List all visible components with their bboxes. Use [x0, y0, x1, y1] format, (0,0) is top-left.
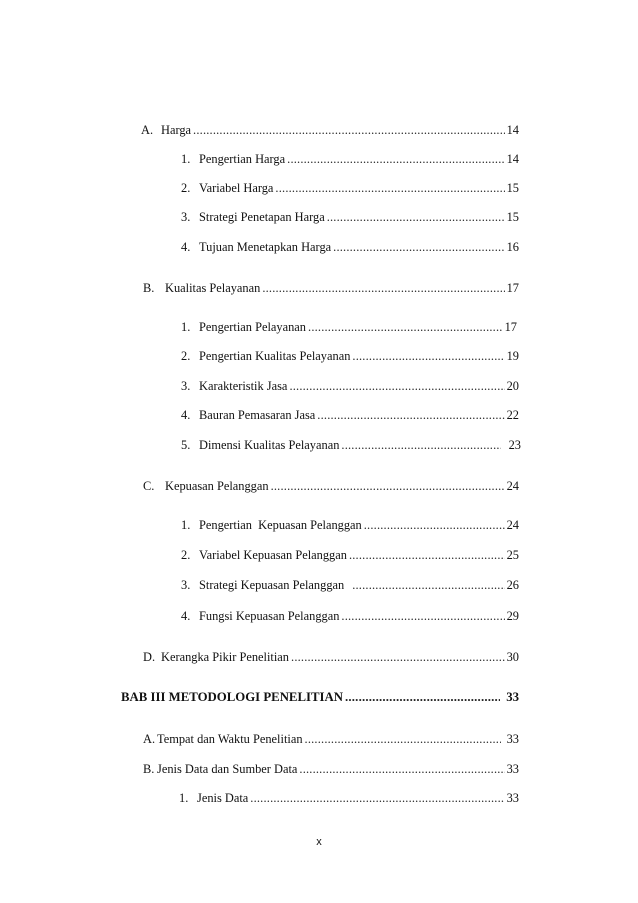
toc-entry-strategi-penetapan-harga[interactable]	[181, 208, 519, 226]
toc-leader-dots	[275, 179, 504, 197]
toc-entry-pengertian-kepuasan-pelanggan[interactable]	[181, 516, 519, 534]
toc-entry-variabel-kepuasan-pelanggan[interactable]	[181, 546, 519, 564]
toc-page-number: 33	[506, 732, 519, 746]
toc-entry-number: 3.	[181, 578, 191, 592]
toc-entry-jenis-data[interactable]	[179, 789, 519, 807]
toc-entry-title: Strategi Kepuasan Pelanggan	[199, 578, 345, 592]
toc-leader-dots	[308, 318, 503, 336]
toc-entry-kualitas-pelayanan[interactable]	[143, 279, 519, 297]
toc-page-number: 15	[506, 181, 519, 195]
toc-leader-dots	[364, 516, 505, 534]
toc-entry-title: Bauran Pemasaran Jasa	[199, 408, 316, 422]
toc-page-number: 15	[506, 210, 519, 224]
toc-entry-title: Kepuasan Pelanggan	[165, 479, 269, 493]
toc-entry-number: 5.	[181, 438, 191, 452]
toc-leader-dots	[341, 607, 504, 625]
toc-entry-title: Variabel Harga	[199, 181, 274, 195]
toc-entry-jenis-sumber-data[interactable]	[143, 760, 519, 778]
toc-leader-dots	[352, 347, 504, 365]
toc-entry-title: Strategi Penetapan Harga	[199, 210, 325, 224]
toc-entry-title: Tujuan Menetapkan Harga	[199, 240, 332, 254]
toc-leader-dots	[317, 406, 504, 424]
toc-page-number: 33	[506, 791, 519, 805]
toc-entry-title: Pengertian Pelayanan	[199, 320, 307, 334]
toc-page-number: 25	[506, 548, 519, 562]
toc-entry-title: Pengertian Harga	[199, 152, 286, 166]
toc-chapter-title: BAB III METODOLOGI PENELITIAN	[121, 690, 343, 704]
toc-page-number: 17	[504, 320, 517, 334]
toc-entry-strategi-kepuasan-pelanggan[interactable]	[181, 576, 519, 594]
toc-entry-pengertian-kualitas-pelayanan[interactable]	[181, 347, 519, 365]
toc-entry-title: Karakteristik Jasa	[199, 379, 288, 393]
toc-leader-dots	[289, 377, 504, 395]
toc-entry-pengertian-harga[interactable]	[181, 150, 519, 168]
toc-entry-number: 4.	[181, 408, 191, 422]
toc-page-number: 23	[508, 438, 521, 452]
toc-leader-dots	[299, 760, 504, 778]
toc-entry-bauran-pemasaran-jasa[interactable]	[181, 406, 519, 424]
toc-leader-dots	[327, 208, 505, 226]
toc-leader-dots	[262, 279, 504, 297]
toc-entry-number: 3.	[181, 379, 191, 393]
toc-page-number: 19	[506, 349, 519, 363]
toc-page-number: 20	[506, 379, 519, 393]
toc-entry-number: 1.	[181, 152, 191, 166]
toc-entry-number: 2.	[181, 548, 191, 562]
toc-page-number: 33	[506, 762, 519, 776]
toc-entry-number: D.	[143, 650, 156, 664]
toc-page-number: 24	[506, 518, 519, 532]
toc-page-number: 22	[506, 408, 519, 422]
toc-leader-dots	[345, 688, 500, 706]
toc-entry-pengertian-pelayanan[interactable]	[181, 318, 517, 336]
toc-entry-title: Pengertian Kualitas Pelayanan	[199, 349, 351, 363]
toc-entry-title: Harga	[161, 123, 192, 137]
toc-leader-dots	[352, 576, 504, 594]
toc-leader-dots	[193, 121, 505, 139]
toc-leader-dots	[271, 477, 505, 495]
toc-leader-dots	[250, 789, 504, 807]
toc-entry-number: A.	[141, 123, 154, 137]
toc-entry-number: B.	[143, 762, 155, 776]
toc-page-number: 30	[506, 650, 519, 664]
toc-entry-title: Dimensi Kualitas Pelayanan	[199, 438, 340, 452]
toc-entry-number: 2.	[181, 181, 191, 195]
toc-leader-dots	[287, 150, 504, 168]
toc-leader-dots	[305, 730, 501, 748]
toc-entry-number: 1.	[179, 791, 189, 805]
toc-page-number: 14	[506, 152, 519, 166]
toc-entry-number: 2.	[181, 349, 191, 363]
toc-entry-number: 1.	[181, 518, 191, 532]
toc-page-number: 24	[506, 479, 519, 493]
toc-entry-fungsi-kepuasan-pelanggan[interactable]	[181, 607, 519, 625]
toc-entry-number: 3.	[181, 210, 191, 224]
toc-entry-variabel-harga[interactable]	[181, 179, 519, 197]
toc-leader-dots	[341, 436, 500, 454]
toc-entry-number: 4.	[181, 609, 191, 623]
toc-entry-number: B.	[143, 281, 155, 295]
toc-page-number: 29	[506, 609, 519, 623]
toc-entry-title: Jenis Data dan Sumber Data	[157, 762, 298, 776]
toc-leader-dots	[291, 648, 505, 666]
toc-entry-title: Kerangka Pikir Penelitian	[161, 650, 290, 664]
toc-leader-dots	[333, 238, 504, 256]
toc-entry-title: Jenis Data	[197, 791, 249, 805]
toc-page-number: 26	[506, 578, 519, 592]
toc-entry-title: Pengertian Kepuasan Pelanggan	[199, 518, 362, 532]
toc-page-number: 14	[506, 123, 519, 137]
toc-entry-dimensi-kualitas-pelayanan[interactable]	[181, 436, 521, 454]
toc-entry-karakteristik-jasa[interactable]	[181, 377, 519, 395]
toc-entry-tempat-waktu-penelitian[interactable]	[143, 730, 519, 748]
toc-leader-dots	[349, 546, 505, 564]
toc-page-number: 17	[506, 281, 519, 295]
toc-entry-number: 4.	[181, 240, 191, 254]
toc-entry-number: C.	[143, 479, 155, 493]
toc-entry-title: Tempat dan Waktu Penelitian	[157, 732, 303, 746]
toc-entry-kerangka-pikir-penelitian[interactable]	[143, 648, 519, 666]
toc-entry-kepuasan-pelanggan[interactable]	[143, 477, 519, 495]
toc-entry-number: 1.	[181, 320, 191, 334]
toc-entry-bab-3[interactable]	[121, 688, 519, 706]
toc-entry-title: Kualitas Pelayanan	[165, 281, 261, 295]
toc-entry-tujuan-menetapkan-harga[interactable]	[181, 238, 519, 256]
toc-page-number: 33	[506, 690, 519, 704]
toc-entry-title: Variabel Kepuasan Pelanggan	[199, 548, 347, 562]
toc-entry-title: Fungsi Kepuasan Pelanggan	[199, 609, 340, 623]
toc-page-number: 16	[506, 240, 519, 254]
toc-entry-harga[interactable]	[141, 121, 519, 139]
page-number-footer: x	[316, 836, 322, 848]
toc-entry-number: A.	[143, 732, 156, 746]
